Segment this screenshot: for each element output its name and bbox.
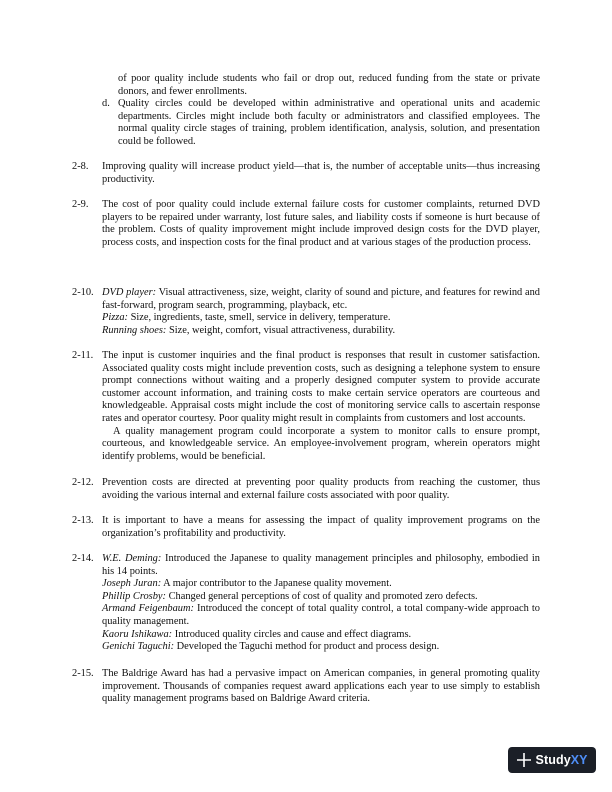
definition-entry (102, 287, 540, 312)
item-text: Improving quality will increase product yield—that is, the number of acceptable units—thus increasing productivity. (102, 161, 540, 185)
item-d-label: d. (102, 98, 110, 109)
item-d-text: Quality circles could be developed within administrative and operational units and academic departments. Circles might include both faculty or administrators and classified employees. The normal quality circle stages of training, problem identification, analysis, solution, and presentation could be followed. (118, 98, 540, 147)
definition-term: Kaoru Ishikawa: (102, 628, 173, 640)
definition-entry (102, 578, 540, 591)
definition-text: Developed the Taguchi method for product and process design. (174, 641, 440, 653)
definition-entry (102, 325, 540, 338)
item-text (102, 350, 540, 463)
definition-term: Running shoes: (102, 324, 167, 336)
item-number: 2-12. (72, 477, 94, 488)
item-number: 2-9. (72, 199, 89, 210)
studyxy-badge[interactable] (508, 747, 596, 773)
item-number: 2-14. (72, 553, 94, 564)
definition-entry (102, 312, 540, 325)
definition-entry (102, 603, 540, 628)
definition-entry (102, 641, 540, 654)
definition-text: Changed general perceptions of cost of quality and promoted zero defects. (165, 590, 478, 602)
definition-term: Genichi Taguchi: (102, 641, 175, 653)
definition-term: W.E. Deming: (102, 553, 162, 564)
plus-sparkle-icon (517, 753, 531, 767)
definition-entry (102, 591, 540, 604)
definition-term: DVD player: (102, 287, 157, 298)
definition-entry (102, 553, 540, 578)
definition-list (102, 553, 540, 654)
badge-brand: StudyXY (535, 753, 588, 767)
definition-text: Introduced the Japanese to quality management principles and philosophy, embodied in his 14 points. (102, 553, 540, 577)
definition-text: Size, ingredients, taste, smell, service in delivery, temperature. (127, 312, 391, 324)
definition-text: Introduced the concept of total quality control, a total company-wide approach to quality management. (102, 603, 540, 627)
definition-text: A major contributor to the Japanese quality movement. (161, 578, 392, 590)
item-text: Prevention costs are directed at preventing poor quality products from reaching the customer, thus avoiding the various internal and external failure costs associated with poor quality. (102, 477, 540, 501)
definition-list (102, 287, 540, 337)
item-number: 2-8. (72, 161, 89, 172)
item-number: 2-13. (72, 515, 94, 526)
definition-text: Size, weight, comfort, visual attractiveness, durability. (166, 324, 396, 336)
paragraph: A quality management program could incorporate a system to monitor calls to ensure prompt, courteous, and knowledgeable service. An employee-involvement program, wherein operators might identify problems, would be beneficial. (102, 425, 540, 462)
item-number: 2-15. (72, 668, 94, 679)
item-text: The cost of poor quality could include external failure costs for customer complaints, returned DVD players to be repaired under warranty, lost future sales, and liability costs if someone is hurt because of the problem. Costs of quality improvement might include improved design costs for the DVD player, process costs, and inspection costs for the final product and at various stages of the production process. (102, 199, 540, 248)
definition-text: Visual attractiveness, size, weight, clarity of sound and picture, and features for rewind and fast-forward, program search, programming, playback, etc. (102, 287, 540, 311)
definition-text: Introduced quality circles and cause and effect diagrams. (172, 628, 412, 640)
definition-term: Armand Feigenbaum: (102, 603, 194, 615)
item-number: 2-11. (72, 350, 94, 361)
item-number: 2-10. (72, 287, 94, 298)
definition-entry (102, 629, 540, 642)
definition-term: Joseph Juran: (102, 578, 162, 590)
definition-term: Phillip Crosby: (102, 590, 166, 602)
item-text: The Baldrige Award has had a pervasive impact on American companies, in general promoting quality improvement. Thousands of companies request award applications each year to use simply to establish quality management programs based on Baldrige Award criteria. (102, 668, 540, 705)
definition-term: Pizza: (102, 312, 128, 324)
item-text: It is important to have a means for assessing the impact of quality improvement programs on the organization’s profitability and productivity. (102, 515, 540, 539)
paragraph: The input is customer inquiries and the final product is responses that result in customer satisfaction. Associated quality costs might include prevention costs, such as designing a telephone system to ensure prompt connections without waiting and a properly designed computer system to provide accurate customer account information, and training costs to make certain service operators are courteous and knowledgeable. Appraisal costs might include the cost of monitoring service calls to ascertain response rates and operator courtesy. Poor quality might result in complaints from customers and lost accounts. (102, 350, 540, 424)
item-c-continuation: of poor quality include students who fail or drop out, reduced funding from the state or private donors, and fewer enrollments. (118, 73, 540, 97)
